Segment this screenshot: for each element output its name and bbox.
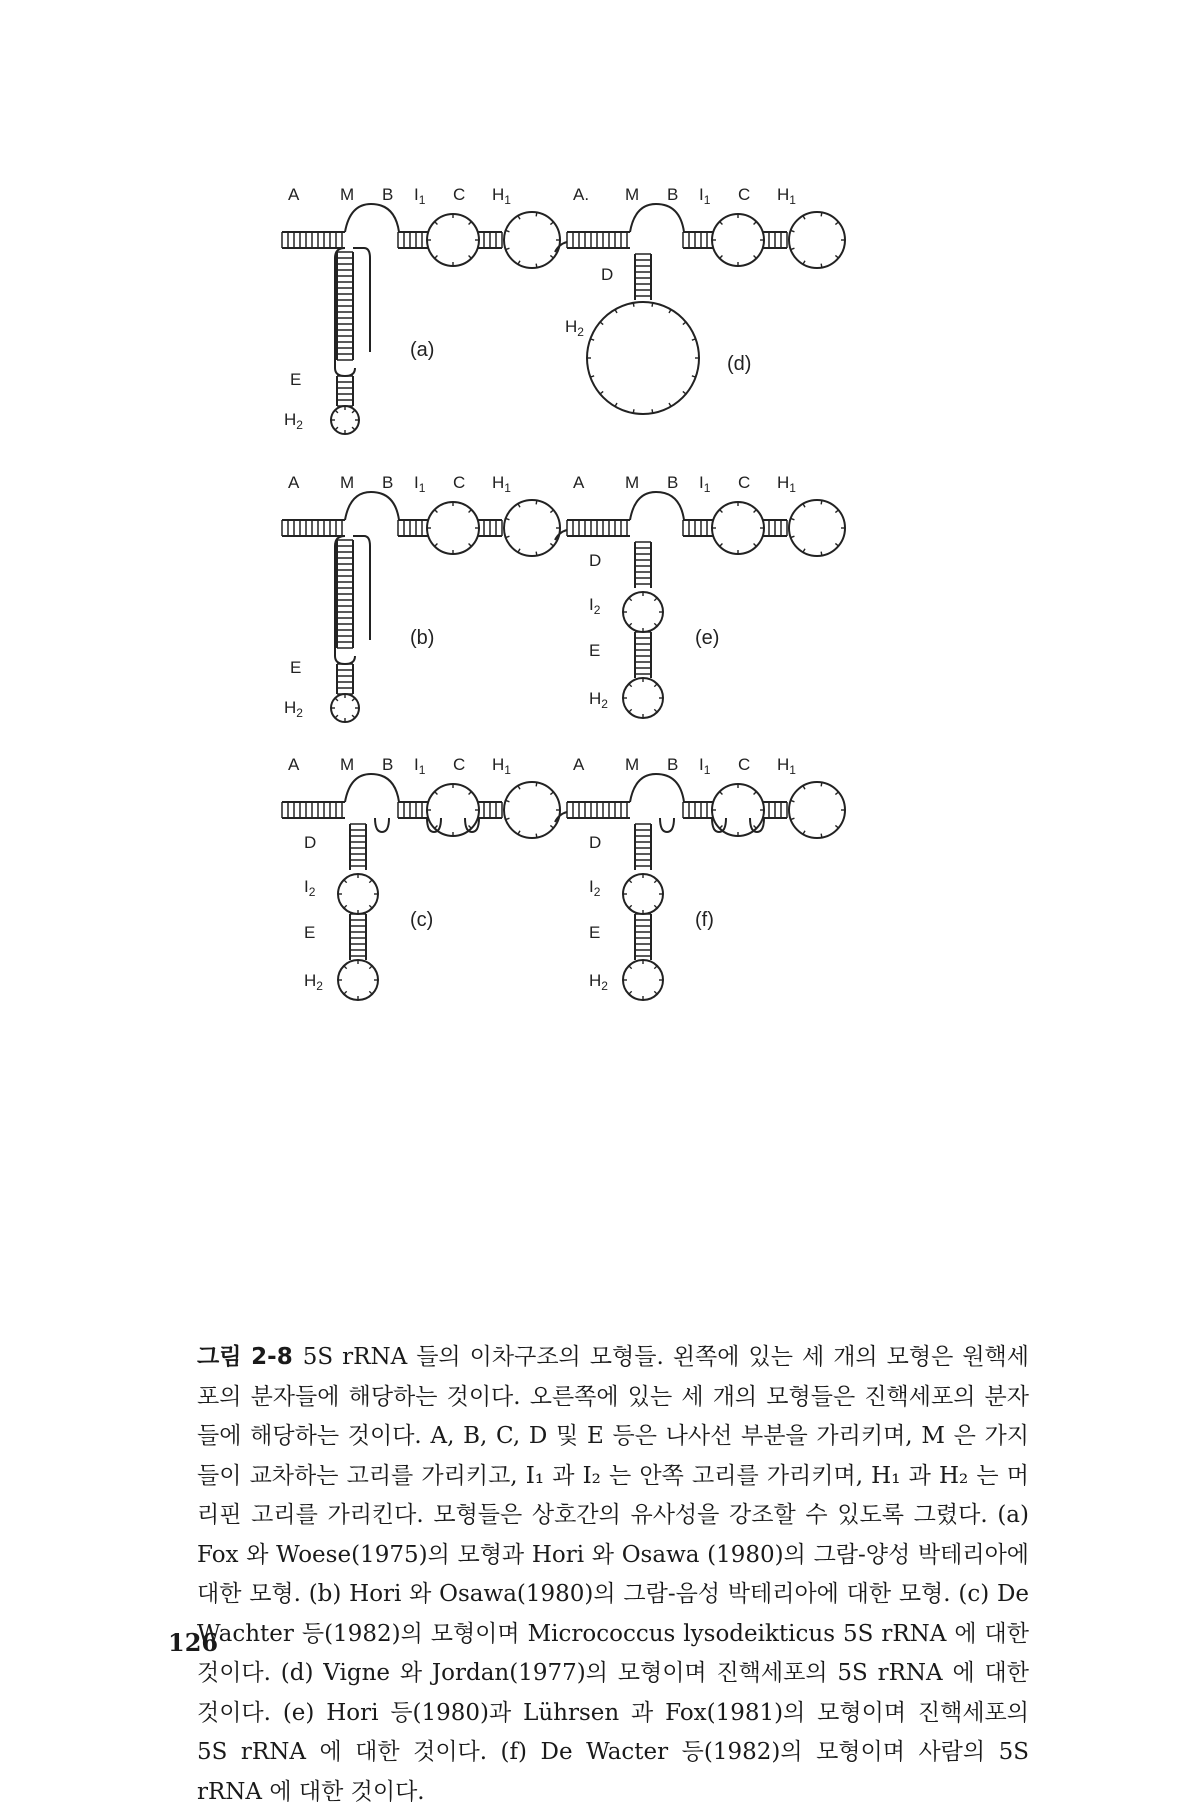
svg-text:B: B bbox=[667, 755, 679, 774]
svg-text:I2: $I_2$ bbox=[589, 877, 601, 899]
svg-text:I1: $I_1$ bbox=[699, 185, 711, 207]
svg-text:E: E bbox=[304, 923, 316, 942]
svg-text:C: C bbox=[453, 473, 466, 492]
figure-caption bbox=[197, 1338, 1029, 1812]
panel-d bbox=[555, 185, 845, 414]
panel-f bbox=[555, 755, 845, 1000]
panel-label-d: (d) bbox=[727, 353, 752, 375]
svg-text:D: D bbox=[304, 833, 317, 852]
svg-text:A: A bbox=[288, 185, 300, 204]
svg-text:H1: $H_1$ bbox=[777, 185, 796, 207]
svg-text:E: E bbox=[589, 923, 601, 942]
svg-text:H2: $H_2$ bbox=[284, 410, 303, 432]
panel-label-e: (e) bbox=[695, 627, 720, 649]
svg-text:D: D bbox=[589, 551, 602, 570]
svg-text:B: B bbox=[667, 473, 679, 492]
svg-text:C: C bbox=[453, 755, 466, 774]
svg-text:H2: $H_2$ bbox=[284, 698, 303, 720]
svg-text:A.: A. bbox=[573, 185, 590, 204]
svg-text:I1: $I_1$ bbox=[414, 755, 426, 777]
panel-a bbox=[282, 185, 560, 434]
svg-text:C: C bbox=[738, 185, 751, 204]
svg-text:E: E bbox=[290, 658, 302, 677]
svg-text:B: B bbox=[667, 185, 679, 204]
svg-text:M: M bbox=[625, 185, 640, 204]
svg-text:M: M bbox=[340, 185, 355, 204]
panel-e bbox=[555, 473, 845, 718]
svg-text:I1: $I_1$ bbox=[414, 473, 426, 495]
panel-label-a: (a) bbox=[410, 339, 435, 361]
page-number: 126 bbox=[168, 1628, 219, 1657]
svg-text:A: A bbox=[573, 755, 585, 774]
panel-label-b: (b) bbox=[410, 627, 435, 649]
caption-number: 그림 2-8 bbox=[197, 1344, 293, 1370]
svg-text:H2: $H_2$ bbox=[589, 971, 608, 993]
svg-text:H1: $H_1$ bbox=[492, 185, 511, 207]
svg-text:I1: $I_1$ bbox=[699, 473, 711, 495]
svg-text:M: M bbox=[340, 755, 355, 774]
svg-text:M: M bbox=[625, 755, 640, 774]
svg-text:I1: $I_1$ bbox=[414, 185, 426, 207]
svg-text:I2: $I_2$ bbox=[589, 595, 601, 617]
svg-text:C: C bbox=[738, 755, 751, 774]
caption-text: 5S rRNA 들의 이차구조의 모형들. 왼쪽에 있는 세 개의 모형은 원핵세포의 분자들에 해당하는 것이다. 오른쪽에 있는 세 개의 모형들은 진핵세포의 분자들에 해당하는 것이다. A, B, C, D 및 E 등은 나사선 부분을 가리키며, M 은 가지들이 교차하는 고리를 가리키고, I₁ 과 I₂ 는 안쪽 고리를 가리키며, H₁ 과 H₂ 는 머리핀 고리를 가리킨다. 모형들은 상호간의 유사성을 강조할 수 있도록 그렸다. (a) Fox 와 Woese(1975)의 모형과 Hori 와 Osawa (1980)의 그람-양성 박테리아에 대한 모형. (b) Hori 와 Osawa(1980)의 그람-음성 박테리아에 대한 모형. (c) De Wachter 등(1982)의 모형이며 Micrococcus lysodeikticus 5S rRNA 에 대한 것이다. (d) Vigne 와 Jordan(1977)의 모형이며 진핵세포의 5S rRNA 에 대한 것이다. (e) Hori 등(1980)과 Lührsen 과 Fox(1981)의 모형이며 진핵세포의 5S rRNA 에 대한 것이다. (f) De Wacter 등(1982)의 모형이며 사람의 5S rRNA 에 대한 것이다. bbox=[197, 1344, 1029, 1805]
svg-text:H1: $H_1$ bbox=[777, 755, 796, 777]
svg-text:E: E bbox=[589, 641, 601, 660]
panel-b bbox=[282, 473, 560, 722]
svg-text:C: C bbox=[453, 185, 466, 204]
svg-text:H2: $H_2$ bbox=[589, 689, 608, 711]
svg-text:H1: $H_1$ bbox=[777, 473, 796, 495]
svg-text:H2: $H_2$ bbox=[565, 317, 584, 339]
svg-text:C: C bbox=[738, 473, 751, 492]
svg-text:M: M bbox=[340, 473, 355, 492]
svg-text:A: A bbox=[288, 473, 300, 492]
svg-text:H1: $H_1$ bbox=[492, 755, 511, 777]
svg-text:B: B bbox=[382, 185, 394, 204]
svg-text:E: E bbox=[290, 370, 302, 389]
panel-label-f: (f) bbox=[695, 909, 714, 931]
svg-text:I2: $I_2$ bbox=[304, 877, 316, 899]
panel-c bbox=[282, 755, 560, 1000]
svg-text:B: B bbox=[382, 755, 394, 774]
svg-text:H1: $H_1$ bbox=[492, 473, 511, 495]
svg-text:M: M bbox=[625, 473, 640, 492]
svg-text:D: D bbox=[589, 833, 602, 852]
svg-text:A: A bbox=[573, 473, 585, 492]
svg-text:D: D bbox=[601, 265, 614, 284]
svg-text:A: A bbox=[288, 755, 300, 774]
panel-label-c: (c) bbox=[410, 909, 434, 931]
svg-text:H2: $H_2$ bbox=[304, 971, 323, 993]
svg-text:B: B bbox=[382, 473, 394, 492]
svg-text:I1: $I_1$ bbox=[699, 755, 711, 777]
